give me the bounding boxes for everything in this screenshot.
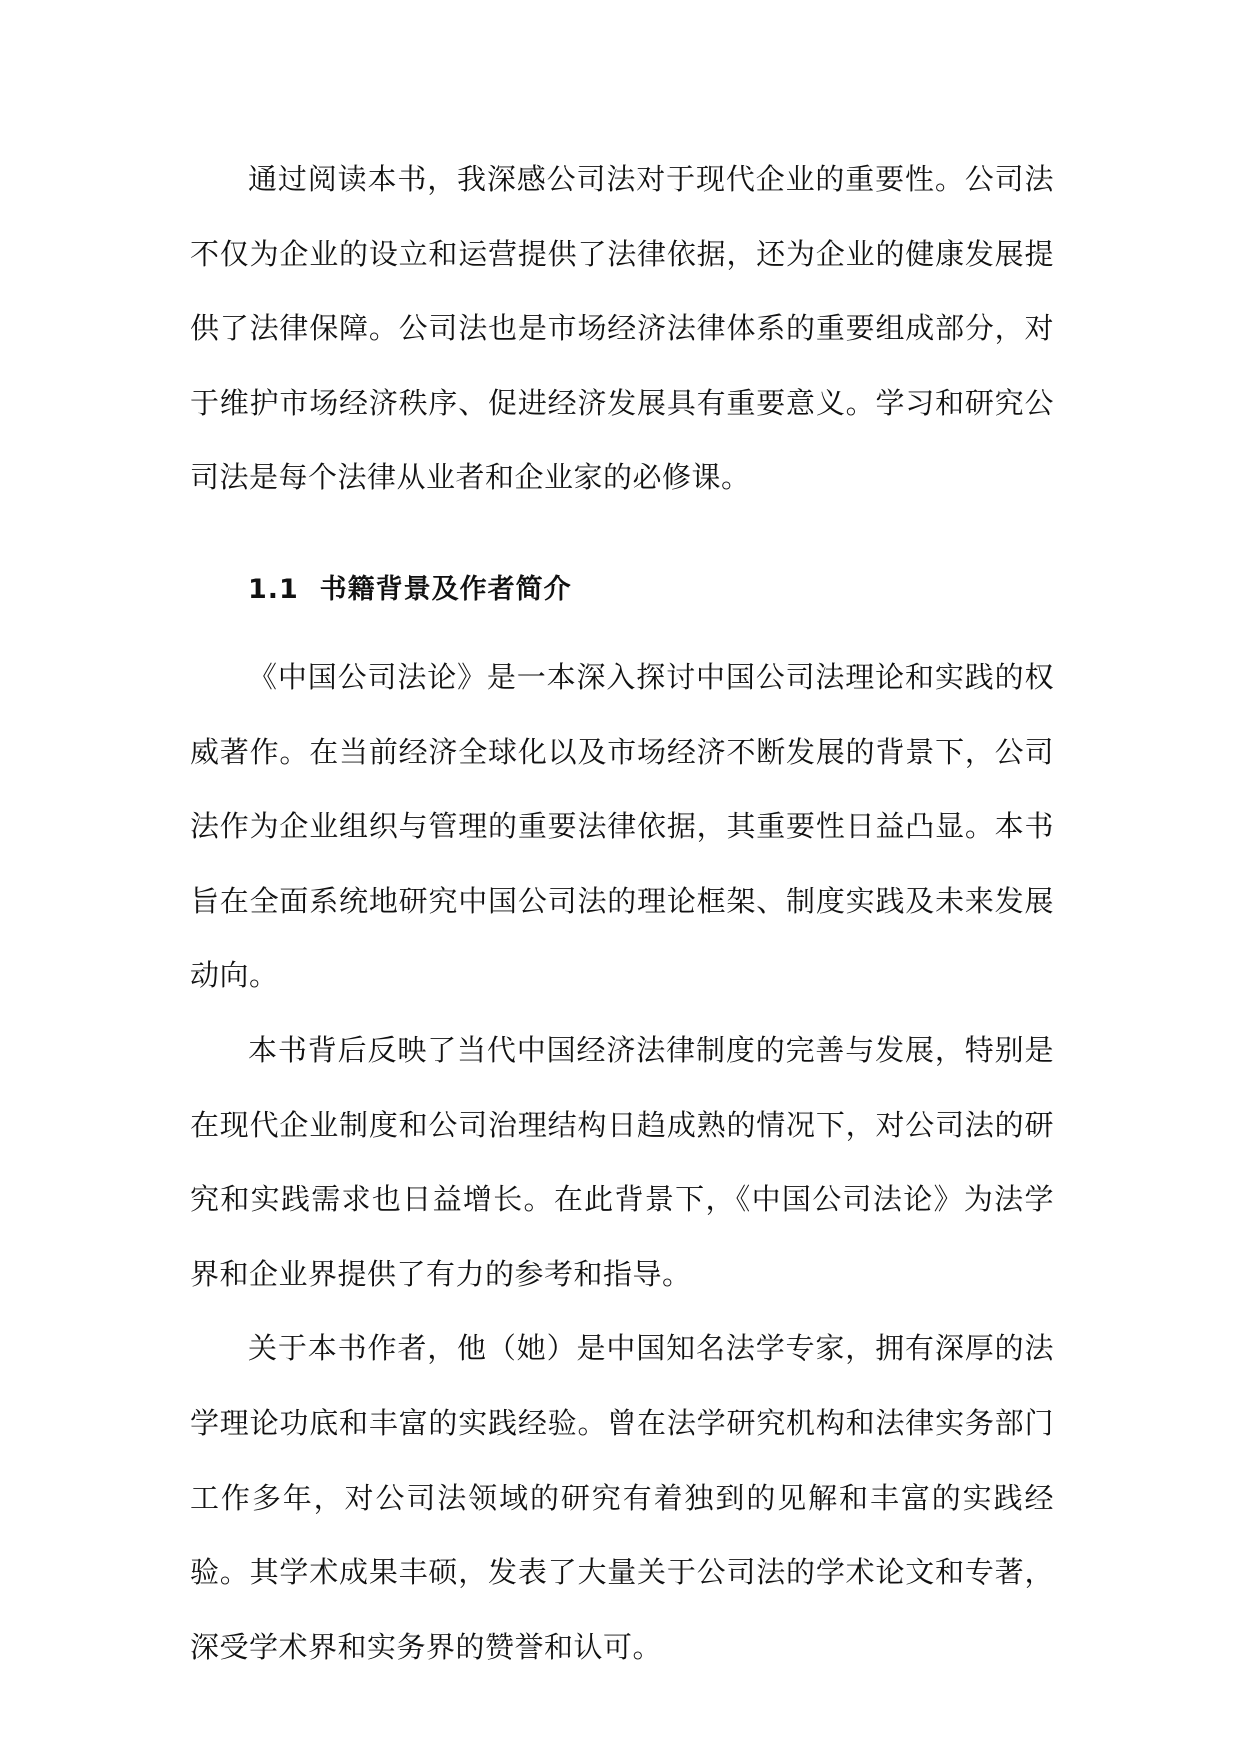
section-paragraph-author: 关于本书作者，他（她）是中国知名法学专家，拥有深厚的法学理论功底和丰富的实践经验。曾在法学研究机构和法律实务部门工作多年，对公司法领域的研究有着独到的见解和丰富的实践经验。其学术成果丰硕，发表了大量关于公司法的学术论文和专著，深受学术界和实务界的赞誉和认可。 — [190, 1331, 1054, 1664]
section-paragraph-background: 《中国公司法论》是一本深入探讨中国公司法理论和实践的权威著作。在当前经济全球化以及市场经济不断发展的背景下，公司法作为企业组织与管理的重要法律依据，其重要性日益凸显。本书旨在全面系统地研究中国公司法的理论框架、制度实践及未来发展动向。 — [190, 659, 1054, 993]
section-heading — [190, 570, 1054, 610]
spacer — [190, 610, 1054, 640]
spacer — [190, 515, 1054, 570]
document-body — [190, 142, 1054, 1684]
intro-paragraph: 通过阅读本书，我深感公司法对于现代企业的重要性。公司法不仅为企业的设立和运营提供了法律依据，还为企业的健康发展提供了法律保障。公司法也是市场经济法律体系的重要组成部分，对于维护市场经济秩序、促进经济发展具有重要意义。学习和研究公司法是每个法律从业者和企业家的必修课。 — [190, 162, 1054, 495]
section-number: 1.1 — [248, 573, 299, 605]
section-paragraph-context: 本书背后反映了当代中国经济法律制度的完善与发展，特别是在现代企业制度和公司治理结构日趋成熟的情况下，对公司法的研究和实践需求也日益增长。在此背景下，《中国公司法论》为法学界和企业界提供了有力的参考和指导。 — [190, 1032, 1054, 1291]
section-title: 书籍背景及作者简介 — [319, 573, 572, 605]
